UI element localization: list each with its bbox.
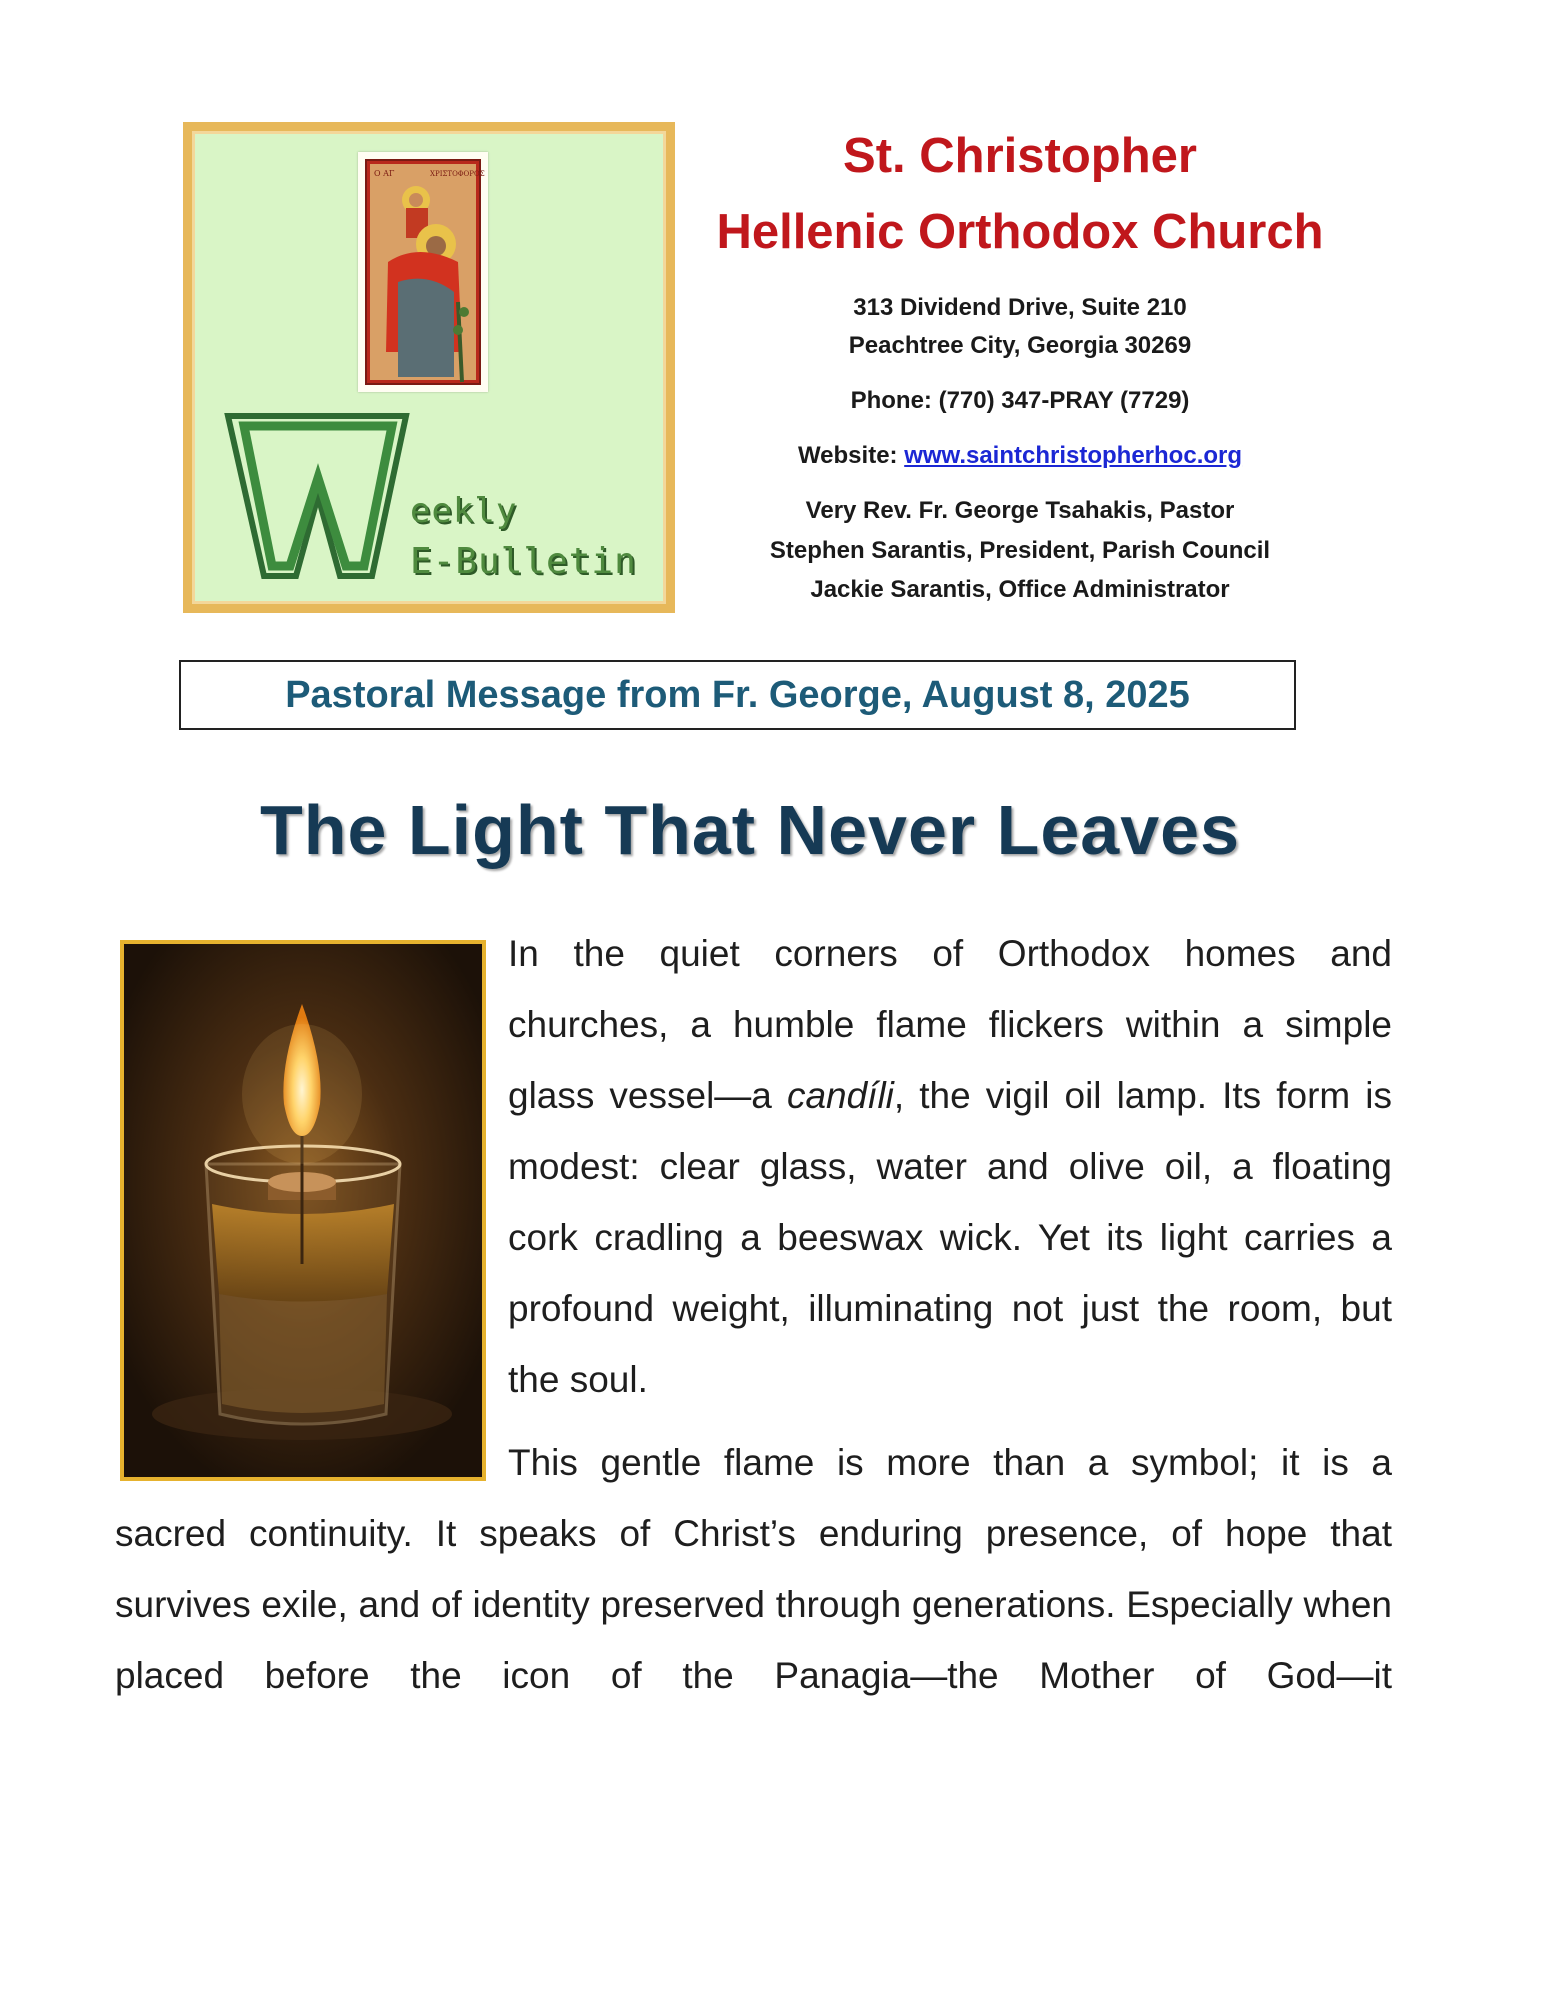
- article-title: The Light That Never Leaves: [259, 791, 1241, 869]
- website-label: Website:: [797, 442, 905, 469]
- banner-text: Pastoral Message from Fr. George, August 8, 2025: [285, 673, 1190, 716]
- church-name-line2: Hellenic Orthodox Church: [716, 205, 1324, 259]
- p1-text-end: , the vigil oil lamp. Its form is modest: clear glass, water and olive oil, a floating cork cradling a beeswax wick. Yet its light carries a profound weight, illuminating not just the room, but the soul.: [508, 1075, 1392, 1400]
- website-line: [680, 444, 1360, 468]
- paragraph-two-continuation: sacred continuity. It speaks of Christ’s enduring presence, of hope that survives exile, and of identity preserved through generations. Especially when placed before the icon of the Panagia—the Mother of God—it: [115, 1513, 1392, 1696]
- address-line2: Peachtree City, Georgia 30269: [848, 332, 1192, 359]
- pastoral-message-banner: [179, 660, 1296, 730]
- address-line1: 313 Dividend Drive, Suite 210: [853, 294, 1187, 321]
- p1-candili-term: candíli: [786, 1075, 894, 1116]
- st-christopher-icon: [358, 152, 488, 392]
- paragraph-one: [508, 918, 1392, 1415]
- staff-administrator: Jackie Sarantis, Office Administrator: [810, 576, 1230, 603]
- logo-weekly-text: eekly: [410, 491, 518, 531]
- vigil-candle-photo: [120, 940, 486, 1481]
- icon-caption-left: O ΑΓ: [374, 169, 395, 178]
- church-name-line1: St. Christopher: [843, 129, 1197, 183]
- staff-president: Stephen Sarantis, President, Parish Council: [769, 537, 1271, 564]
- paragraph-two-first-line: This gentle flame is more than a symbol; it is a: [508, 1442, 1392, 1483]
- p1-text-start: In the quiet corners of Orthodox homes and churches, a humble flame flickers within a simple glass vessel—a: [508, 933, 1392, 1116]
- logo-ebulletin-text: E-Bulletin: [410, 541, 637, 582]
- icon-caption-right: ΧΡΙΣΤΟΦΟΡΟΣ: [430, 170, 485, 178]
- weekly-ebulletin-logo: [183, 122, 675, 613]
- staff-pastor: Very Rev. Fr. George Tsahakis, Pastor: [805, 497, 1235, 524]
- phone-number: Phone: (770) 347-PRAY (7729): [850, 387, 1190, 414]
- large-w-letter: [222, 406, 412, 586]
- website-link[interactable]: www.saintchristopherhoc.org: [904, 442, 1243, 469]
